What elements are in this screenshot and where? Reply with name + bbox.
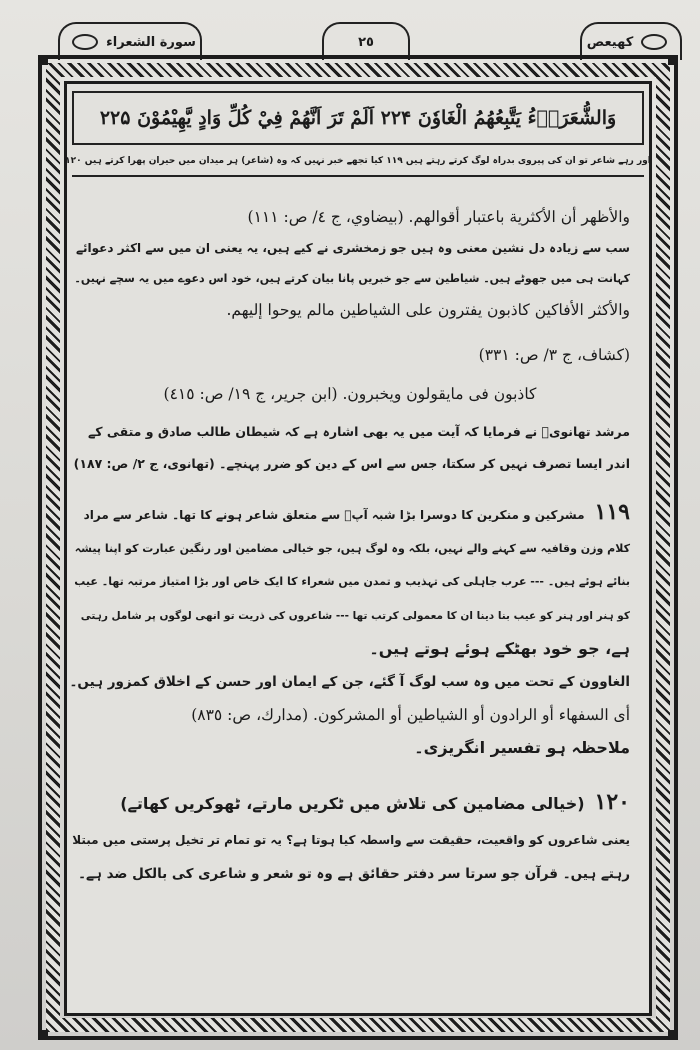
corner-ornament-icon [668,1030,678,1040]
commentary-line: أى السفهاء أو الرادون أو الشياطين أو المشركون. (مدارك، ص: ٨٣٥) [191,706,630,724]
commentary-line: یعنی شاعروں کو واقعیت، حقیقت سے واسطہ کیا ہوتا ہے؟ یہ تو تمام تر تخیل پرستی میں مبتلا [72,833,630,847]
commentary-line: ملاحظہ ہو تفسیر انگریزی۔ [414,738,630,757]
commentary-line: بنائے ہوئے ہیں۔ --- عرب جاہلی کی تہذیب و تمدن میں شعراء کا ایک خاص اور بڑا امتیاز مرتبہ تھا۔ عیب [74,575,630,588]
corner-ornament-icon [38,55,48,65]
page-number: ٢٥ [358,34,374,50]
commentary-line: کلام وزن وقافیہ سے کہنے والے نہیں، بلکہ وہ لوگ ہیں، جو خیالی مضامین اور رنگین عبارت کو اپنا پیشہ [74,542,630,555]
commentary-line: سب سے زیادہ دل نشین معنی وہ ہیں جو زمخشری نے کیے ہیں، یہ یعنی ان میں سے اکثر دعوائے [76,241,630,255]
commentary-line: ہے، جو خود بھٹکے ہوئے ہوتے ہیں۔ [369,639,630,658]
commentary-line: والأظهر أن الأكثرية باعتبار أقوالهم. (بيضاوي، ج ٤/ ص: ١١١) [247,208,630,226]
corner-ornament-icon [668,55,678,65]
ornament-icon [72,34,98,50]
commentary-line: مرشد تھانویؒ نے فرمایا کہ آیت میں یہ بھی اشارہ ہے کہ شیطان طالب صادق و متقی کے [87,424,630,439]
note-number: ۱۱۹ [594,499,630,525]
ayah-text: وَالشُّعَرَاۤءُ يَتَّبِعُهُمُ الْغَاوٗنَ ۲۲۴ اَلَمْ تَرَ اَنَّهُمْ فِيْ كُلِّ وَادٍ يَّهِيْمُوْنَ ۲۲۵ [99,107,617,129]
commentary-line: كاذبون فى مايقولون ويخبرون. (ابن جرير، ج ١٩/ ص: ٤١٥) [163,385,537,403]
commentary-line: مشرکین و منکرین کا دوسرا بڑا شبہ آپؐ سے متعلق شاعر ہونے کا تھا۔ شاعر سے مراد [83,508,585,522]
quran-ayah-panel [72,91,644,145]
translation-text: اور رہے شاعر تو ان کی پیروی بدراہ لوگ کرتے رہتے ہیں ۱۱۹ کیا تجھے خبر نہیں کہ وہ (شاعر) ہر میدان میں حیران پھرا کرتے ہیں ۱۲۰ [65,156,651,166]
commentary-line: الغاوون کے تحت میں وہ سب لوگ آ گئے، جن کے ایمان اور حسن کے اخلاق کمزور ہیں۔ [69,674,630,690]
note-number: ۱۲۰ [594,789,630,815]
commentary-line: (كشاف، ج ٣/ ص: ٣٣١) [478,346,630,364]
commentary-line: اندر ایسا تصرف نہیں کر سکتا، جس سے اس کے دین کو ضرر پہنچے۔ (تھانوی، ج ٢/ ص: ١٨٧) [73,456,630,471]
commentary-line: رہتے ہیں۔ قرآن جو سرتا سر دفتر حقائق ہے وہ تو شعر و شاعری کی بالکل ضد ہے۔ [78,866,630,882]
note-120 [70,790,630,816]
corner-ornament-icon [38,1030,48,1040]
ornament-icon [641,34,667,50]
note-119 [70,500,630,527]
commentary-line: (خیالی مضامین کی تلاش میں ٹکریں مارتے، ٹھوکریں کھاتے) [120,794,585,813]
commentary-line: کو ہنر اور ہنر کو عیب بنا دینا ان کا معمولی کرتب تھا --- شاعروں کی ذریت تو انھی لوگوں پر شامل رہتی [80,610,630,622]
translation-strip [65,147,651,177]
surah-name: سورة الشعراء [106,34,196,50]
commentary-line: کہانت ہی میں جھوٹے ہیں۔ شیاطین سے جو خبریں پانا بیان کرتے ہیں، خود اس دعوے میں یہ سچے نہیں۔ [74,272,630,285]
commentary-line: والأكثر الأفاكين كاذبون يفترون على الشياطين مالم يوحوا إليهم. [226,301,630,319]
juz-name: كهيعص [586,34,634,50]
